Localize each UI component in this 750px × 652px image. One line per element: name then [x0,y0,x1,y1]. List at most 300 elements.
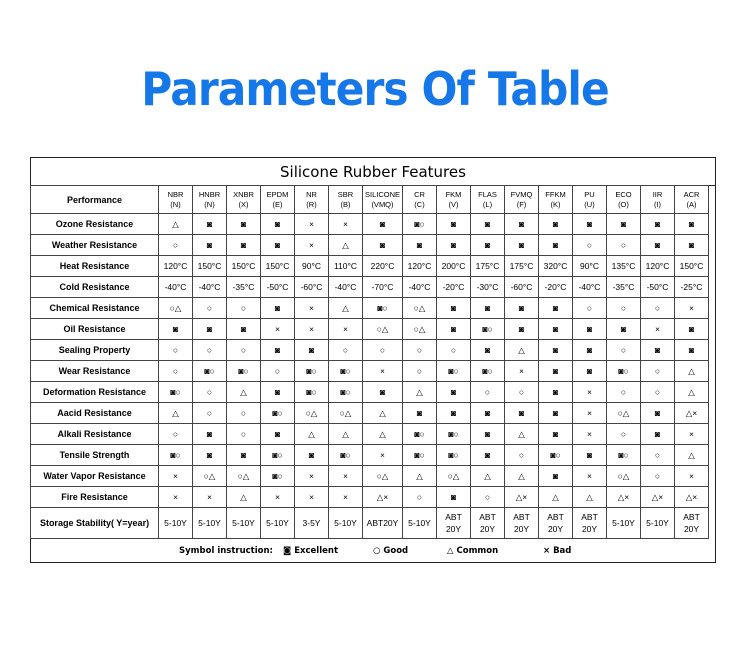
table-cell [329,403,363,424]
cell-value: ◙ [308,345,315,355]
table-cell [675,214,709,235]
table-cell [403,508,437,539]
table-cell [471,466,505,487]
table-row [31,466,709,487]
table-cell [573,382,607,403]
cell-value: × [343,471,348,481]
cell-value: ◙ [416,240,423,250]
cell-value: ◙ [484,303,491,313]
table-cell [193,214,227,235]
table-cell [505,403,539,424]
cell-value: ◙ [552,219,559,229]
cell-value: ◙○ [448,366,459,376]
table-cell [329,466,363,487]
table-row [31,298,709,319]
cell-value: ◙ [552,408,559,418]
cell-value: ○ [620,303,627,313]
cell-value: ◙ [206,450,213,460]
table-cell [295,256,329,277]
table-cell [641,403,675,424]
cell-value: ○ [416,366,423,376]
table-cell [539,382,573,403]
table-cell [403,298,437,319]
cell-value: ◙ [620,324,627,334]
cell-value: △× [685,408,698,418]
cell-value: ○ [654,387,661,397]
table-row [31,340,709,361]
row-label: Storage Stability( Y=year) [31,508,159,539]
cell-value: ○ [654,366,661,376]
table-cell [573,424,607,445]
table-cell [193,487,227,508]
cell-value: △× [376,492,389,502]
table-cell [363,298,403,319]
table-cell [607,361,641,382]
table-cell [403,256,437,277]
cell-value: ◙ [654,240,661,250]
table-cell [471,214,505,235]
table-cell [227,319,261,340]
table-cell [471,382,505,403]
material-header-label: FVMQ (F) [510,189,533,209]
table-cell [437,445,471,466]
table-cell [607,445,641,466]
cell-value: 150°C [231,261,256,271]
cell-value: ○ [274,366,281,376]
cell-value: -20°C [442,282,465,292]
cell-value: × [343,324,348,334]
table-cell [675,319,709,340]
table-cell [295,424,329,445]
table-cell [193,277,227,298]
material-header-label: NBR (N) [167,189,184,209]
table-cell [573,298,607,319]
cell-value: × [689,429,694,439]
cell-value: ○ [518,450,525,460]
cell-value: ○△ [376,471,389,481]
table-cell [471,298,505,319]
table-row [31,319,709,340]
legend-common: △ Common [447,546,499,556]
table-cell [675,235,709,256]
table-cell [675,508,709,539]
table-cell [159,256,193,277]
cell-value: ◙ [240,219,247,229]
table-cell [641,235,675,256]
table-cell [329,214,363,235]
cell-value: ○△ [203,471,216,481]
material-header [227,186,261,214]
table-cell [437,487,471,508]
table-cell [363,382,403,403]
cell-value: ○ [620,240,627,250]
table-cell [641,424,675,445]
cell-value: -25°C [680,282,703,292]
legend-excellent: ◙ Excellent [283,546,339,556]
table-cell [437,319,471,340]
table-cell [471,319,505,340]
page-title: Parameters Of Table [141,62,609,116]
cell-value: 5-10Y [612,518,635,528]
cell-value: ◙ [450,303,457,313]
material-header-label: IIR (I) [652,189,663,209]
table-cell [539,424,573,445]
table-cell [573,403,607,424]
cell-value: × [309,324,314,334]
cell-value: ABT 20Y [581,512,598,534]
cell-value: ○ [206,303,213,313]
material-header [437,186,471,214]
cell-value: △ [688,366,695,376]
table-cell [471,487,505,508]
cell-value: 5-10Y [164,518,187,528]
table-cell [261,256,295,277]
cell-value: 220°C [370,261,395,271]
cell-value: ○ [620,387,627,397]
table-cell [437,424,471,445]
cell-value: ○△ [413,303,426,313]
cell-value: -40°C [578,282,601,292]
table-cell [159,508,193,539]
cell-value: × [309,240,314,250]
material-header-label: EPDM (E) [266,189,289,209]
table-cell [573,487,607,508]
cell-value: 175°C [475,261,500,271]
cell-value: ○ [240,408,247,418]
cell-value: ◙ [552,387,559,397]
cell-value: ◙ [552,366,559,376]
table-cell [505,361,539,382]
row-label: Aacid Resistance [31,403,159,424]
table-cell [363,487,403,508]
table-cell [193,340,227,361]
table-cell [193,361,227,382]
cell-value: ◙ [552,324,559,334]
cell-value: 120°C [407,261,432,271]
cell-value: ◙ [450,219,457,229]
material-header-label: FFKM (K) [545,189,566,209]
table-cell [471,403,505,424]
table-cell [403,466,437,487]
cell-value: 200°C [441,261,466,271]
cell-value: ◙○ [272,408,283,418]
cell-value: ◙○ [306,387,317,397]
cell-value: ○ [206,408,213,418]
material-header [261,186,295,214]
cell-value: × [173,492,178,502]
cell-value: 5-10Y [334,518,357,528]
cell-value: × [309,471,314,481]
cell-value: ◙ [654,345,661,355]
table-cell [675,277,709,298]
table-cell [227,424,261,445]
material-header-label: ACR (A) [683,189,700,209]
table-cell [675,361,709,382]
table-cell [471,235,505,256]
cell-value: ◙ [484,450,491,460]
table-cell [675,256,709,277]
row-label: Wear Resistance [31,361,159,382]
table-cell [437,382,471,403]
cell-value: ◙ [274,345,281,355]
cell-value: ◙ [518,324,525,334]
table-cell [329,340,363,361]
cell-value: ◙ [518,303,525,313]
cell-value: ○ [416,492,423,502]
cell-value: -70°C [371,282,394,292]
table-cell [505,340,539,361]
cell-value: ◙ [450,240,457,250]
table-cell [159,445,193,466]
cell-value: ○ [416,345,423,355]
table-cell [471,361,505,382]
table-cell [261,445,295,466]
cell-value: 120°C [645,261,670,271]
table-cell [539,508,573,539]
table-cell [159,214,193,235]
cell-value: △ [518,471,525,481]
table-cell [505,277,539,298]
cell-value: -40°C [408,282,431,292]
table-cell [505,487,539,508]
table-cell [329,361,363,382]
table-cell [471,424,505,445]
cell-value: △ [586,492,593,502]
cell-value: ◙ [240,450,247,460]
legend-bad: × Bad [543,546,572,556]
table-cell [607,214,641,235]
table-cell [227,277,261,298]
cell-value: ABT 20Y [683,512,700,534]
cell-value: ◙○ [272,450,283,460]
table-row [31,445,709,466]
legend-label: Symbol instruction: [179,546,273,556]
cell-value: ○△ [169,303,182,313]
table-cell [329,445,363,466]
header-row [31,186,709,214]
cell-value: × [587,387,592,397]
cell-value: -35°C [612,282,635,292]
cell-value: ◙ [654,219,661,229]
cell-value: ○ [240,345,247,355]
table-cell [641,487,675,508]
table-cell [675,403,709,424]
table-cell [193,403,227,424]
cell-value: ◙ [654,408,661,418]
cell-value: ◙ [206,324,213,334]
table-cell [363,445,403,466]
cell-value: ABT 20Y [445,512,462,534]
cell-value: × [587,429,592,439]
cell-value: × [380,366,385,376]
table-cell [227,298,261,319]
table-cell [329,487,363,508]
cell-value: × [309,303,314,313]
cell-value: △ [416,471,423,481]
cell-value: 320°C [543,261,568,271]
table-cell [403,424,437,445]
cell-value: -60°C [300,282,323,292]
table-cell [539,256,573,277]
table-cell [329,508,363,539]
cell-value: ○ [172,366,179,376]
row-label: Ozone Resistance [31,214,159,235]
cell-value: 110°C [333,261,358,271]
cell-value: ◙○ [482,366,493,376]
cell-value: △× [515,492,528,502]
table-cell [471,256,505,277]
table-cell [159,277,193,298]
cell-value: ◙○ [414,450,425,460]
cell-value: × [343,219,348,229]
table-cell [573,445,607,466]
table-cell [295,466,329,487]
table-cell [261,340,295,361]
cell-value: ABT20Y [366,518,399,528]
table-cell [471,445,505,466]
table-cell [403,214,437,235]
table-cell [675,424,709,445]
table-cell [505,424,539,445]
table-cell [363,508,403,539]
table-cell [505,466,539,487]
cell-value: × [309,492,314,502]
table-cell [295,235,329,256]
cell-value: ◙ [274,429,281,439]
table-cell [227,466,261,487]
table-cell [607,424,641,445]
table-cell [261,382,295,403]
cell-value: ◙ [586,450,593,460]
table-cell [227,403,261,424]
cell-value: ◙ [552,240,559,250]
table-cell [573,361,607,382]
row-label: Tensile Strength [31,445,159,466]
cell-value: × [655,324,660,334]
table-cell [295,361,329,382]
table-row [31,382,709,403]
table-cell [573,214,607,235]
table-cell [437,466,471,487]
table-cell [607,508,641,539]
cell-value: △ [172,219,179,229]
cell-value: ◙ [688,345,695,355]
table-cell [261,277,295,298]
cell-value: ○△ [237,471,250,481]
table-cell [607,487,641,508]
table-cell [437,214,471,235]
cell-value: ○ [206,387,213,397]
cell-value: × [309,219,314,229]
table-cell [193,466,227,487]
cell-value: ◙ [206,429,213,439]
table-cell [437,361,471,382]
table-cell [227,445,261,466]
cell-value: ◙ [552,303,559,313]
table-cell [363,214,403,235]
table-cell [437,235,471,256]
table-cell [295,340,329,361]
material-header [295,186,329,214]
cell-value: ABT 20Y [513,512,530,534]
features-table-frame [30,157,716,563]
cell-value: ○ [654,303,661,313]
table-cell [539,445,573,466]
cell-value: ◙○ [170,450,181,460]
row-label: Weather Resistance [31,235,159,256]
table-cell [539,214,573,235]
cell-value: ◙ [484,219,491,229]
material-header-label: FKM (V) [445,189,462,209]
cell-value: ◙ [274,303,281,313]
cell-value: 150°C [679,261,704,271]
cell-value: ○ [172,345,179,355]
table-cell [539,277,573,298]
cell-value: ◙ [240,324,247,334]
row-label: Chemical Resistance [31,298,159,319]
cell-value: ◙ [484,429,491,439]
cell-value: 5-10Y [232,518,255,528]
table-cell [505,382,539,403]
table-row [31,235,709,256]
row-label: Heat Resistance [31,256,159,277]
cell-value: ◙ [450,387,457,397]
table-cell [641,445,675,466]
table-cell [607,235,641,256]
cell-value: ◙ [274,219,281,229]
cell-value: ◙○ [414,429,425,439]
cell-value: ◙○ [272,471,283,481]
cell-value: △ [240,492,247,502]
table-cell [363,340,403,361]
cell-value: ◙ [620,219,627,229]
cell-value: -20°C [544,282,567,292]
table-cell [363,319,403,340]
table-row [31,424,709,445]
table-cell [295,508,329,539]
table-cell [641,277,675,298]
table-cell [505,214,539,235]
cell-value: × [343,492,348,502]
cell-value: 120°C [163,261,188,271]
cell-value: ○ [450,345,457,355]
cell-value: ◙ [586,345,593,355]
row-label: Alkali Resistance [31,424,159,445]
material-header-label: ECO (O) [615,189,632,209]
table-cell [261,298,295,319]
table-cell [607,319,641,340]
table-cell [261,424,295,445]
table-cell [641,214,675,235]
cell-value: ◙○ [340,366,351,376]
cell-value: ◙ [379,219,386,229]
cell-value: ◙ [654,429,661,439]
table-cell [403,487,437,508]
features-table [30,185,709,539]
table-cell [227,340,261,361]
table-cell [675,487,709,508]
row-label: Cold Resistance [31,277,159,298]
cell-value: △ [240,387,247,397]
table-cell [193,235,227,256]
cell-value: ○ [240,303,247,313]
cell-value: 90°C [580,261,599,271]
row-label: Deformation Resistance [31,382,159,403]
table-cell [295,445,329,466]
cell-value: △ [688,450,695,460]
cell-value: ◙ [450,492,457,502]
cell-value: -30°C [476,282,499,292]
